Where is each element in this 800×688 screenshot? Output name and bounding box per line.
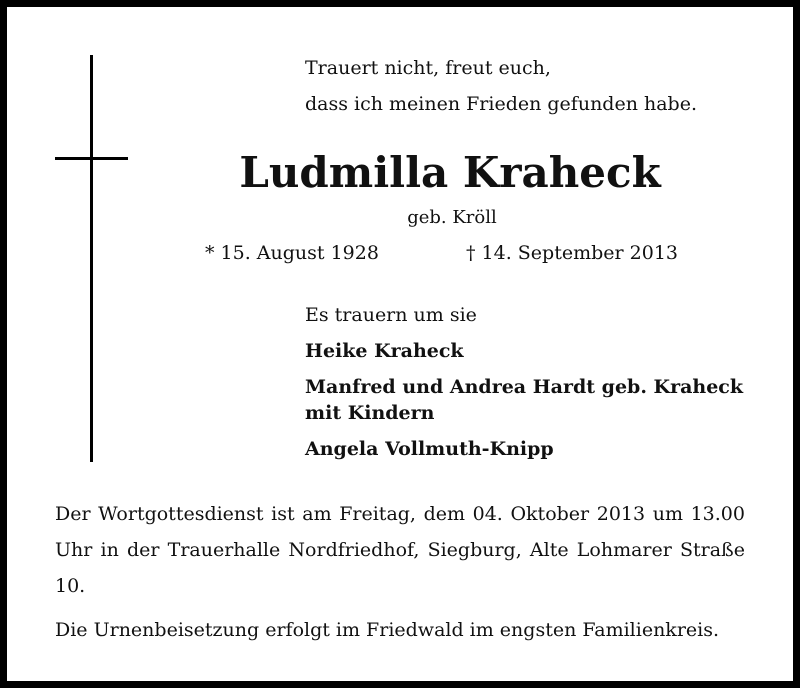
service-info: Der Wortgottesdienst ist am Freitag, dem 04. Oktober 2013 um 13.00 Uhr in der Trauerhalle Nordfriedhof, Siegburg, Alte Lohmarer Straße 10. (55, 503, 745, 597)
mourners-intro: Es trauern um sie (305, 304, 477, 326)
motto-line-2: dass ich meinen Frieden gefunden habe. (305, 93, 697, 115)
motto-line-1: Trauert nicht, freut euch, (305, 57, 551, 79)
mourner-2: Manfred und Andrea Hardt geb. Kraheck mit Kindern (305, 376, 744, 424)
birth-name-block (0, 205, 800, 231)
motto (305, 50, 755, 122)
mourners-section (305, 302, 775, 472)
mourner-1: Heike Kraheck (305, 340, 464, 362)
deceased-name: Ludmilla Kraheck (239, 148, 661, 197)
birth-name: geb. Kröll (407, 207, 497, 228)
deceased-name-block (0, 146, 800, 200)
burial-info: Die Urnenbeisetzung erfolgt im Friedwald im engsten Familienkreis. (55, 619, 720, 641)
cross-vertical-bar (90, 55, 93, 462)
mourner-3: Angela Vollmuth-Knipp (305, 438, 554, 460)
birth-date: * 15. August 1928 (205, 242, 379, 264)
death-date: † 14. September 2013 (466, 242, 678, 264)
